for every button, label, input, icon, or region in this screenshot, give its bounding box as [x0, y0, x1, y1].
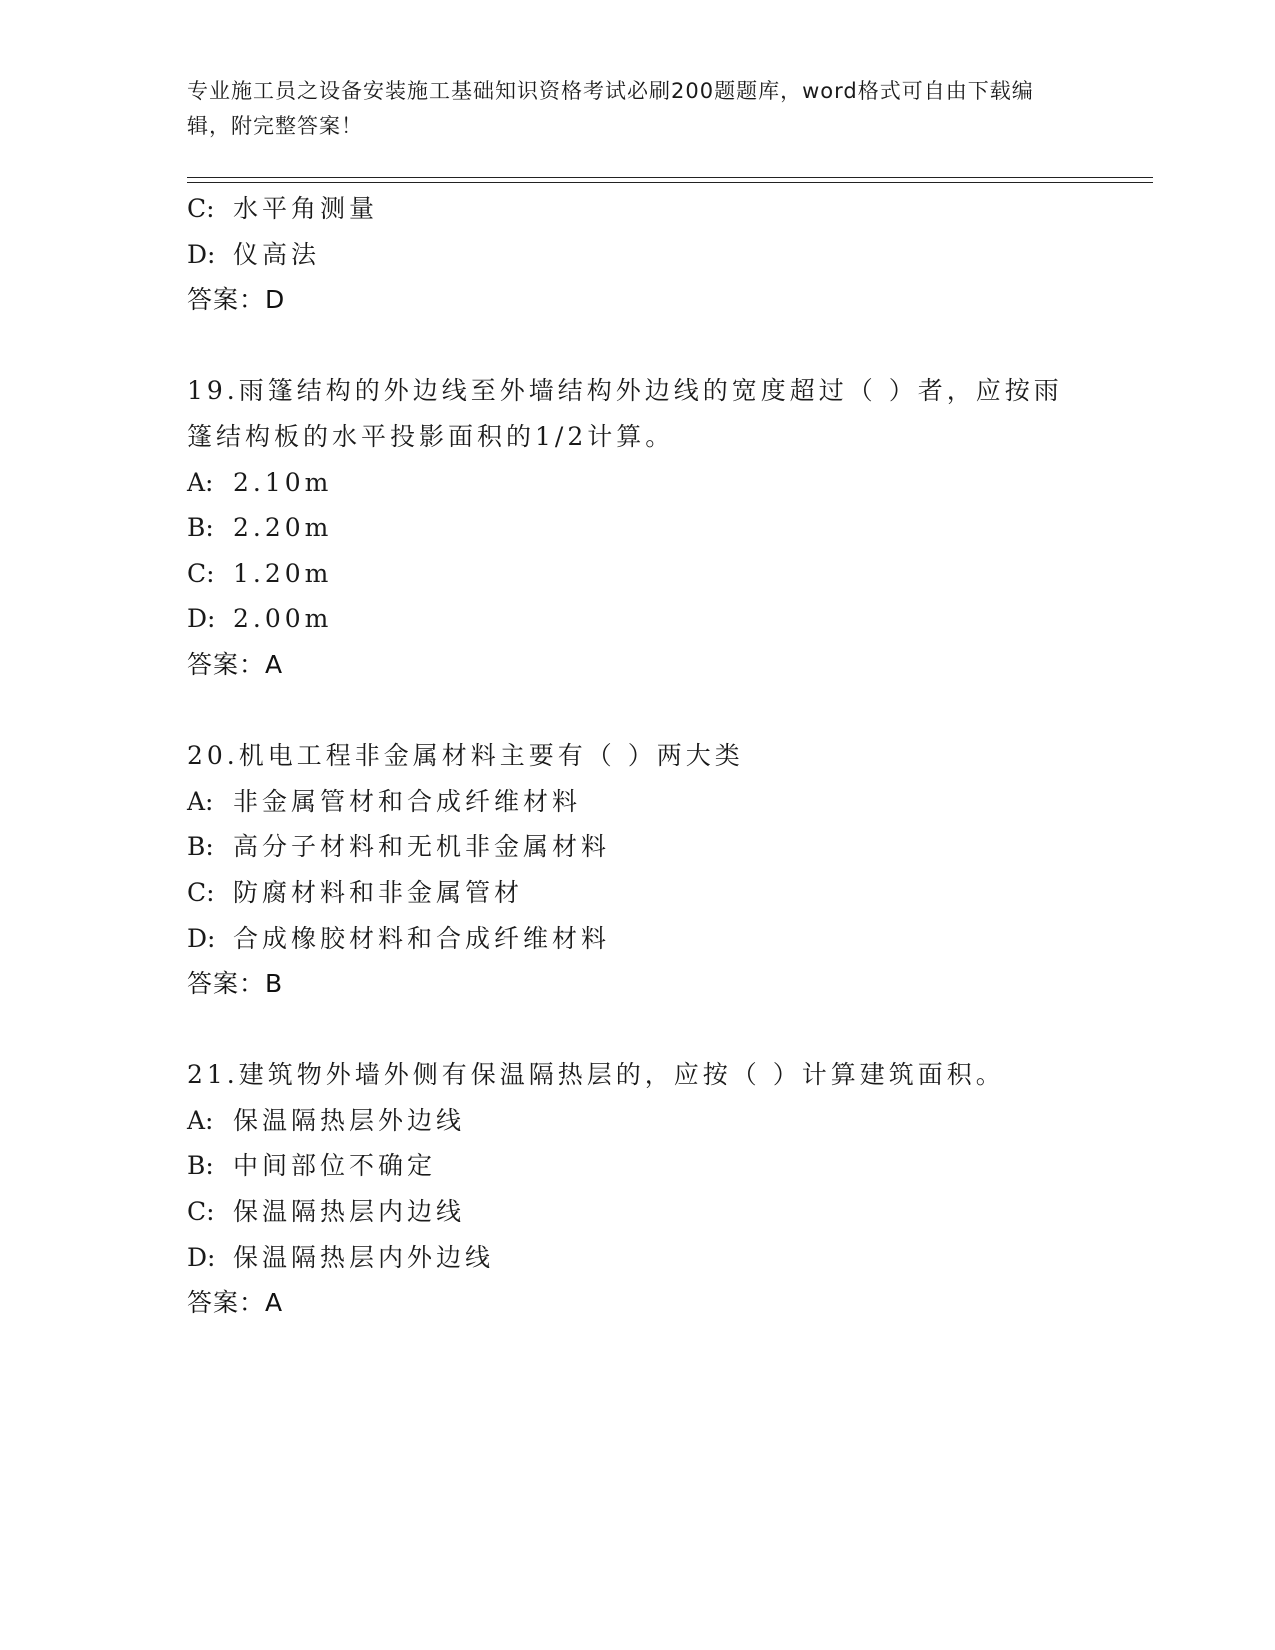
- option-text: 高分子材料和无机非金属材料: [233, 832, 611, 862]
- question-content: [187, 186, 1087, 1326]
- option-text: 保温隔热层内边线: [233, 1197, 466, 1227]
- option-text: 仪高法: [233, 239, 321, 269]
- option-text: 非金属管材和合成纤维材料: [233, 786, 582, 816]
- option-text: 中间部位不确定: [233, 1151, 437, 1181]
- header-divider-bottom: [187, 182, 1153, 183]
- header-divider-top: [187, 177, 1153, 178]
- option-label: D:: [187, 923, 216, 953]
- option-line: [187, 1098, 1087, 1144]
- question-stem: 19.雨篷结构的外边线至外墙结构外边线的宽度超过（ ）者，应按雨: [187, 376, 1063, 406]
- answer-line: 答案：B: [187, 969, 284, 999]
- option-text: 水平角测量: [233, 194, 379, 223]
- option-text: 2.20m: [233, 513, 333, 543]
- option-text: 防腐材料和非金属管材: [233, 877, 524, 907]
- option-label: A:: [187, 1105, 214, 1135]
- option-label: B:: [187, 1151, 214, 1181]
- option-line: [187, 1235, 1087, 1281]
- option-line: [187, 1189, 1087, 1235]
- option-label: B:: [187, 513, 214, 543]
- document-header: 专业施工员之设备安装施工基础知识资格考试必刷200题题库，word格式可自由下载编辑，附完整答案！: [187, 79, 1034, 138]
- option-line: [187, 779, 1087, 825]
- option-line: [187, 1143, 1087, 1189]
- option-line: [187, 460, 1087, 506]
- option-label: D:: [187, 1242, 216, 1272]
- option-label: C:: [187, 558, 215, 588]
- answer-line: 答案：A: [187, 1288, 284, 1318]
- option-text: 2.10m: [233, 467, 333, 497]
- option-line: [187, 505, 1087, 551]
- option-label: B:: [187, 832, 214, 862]
- option-label: A:: [187, 786, 214, 816]
- answer-line: 答案：D: [187, 285, 286, 315]
- question-stem: 20.机电工程非金属材料主要有（ ）两大类: [187, 741, 744, 771]
- option-text: 保温隔热层外边线: [233, 1105, 466, 1135]
- option-line: [187, 186, 1087, 232]
- option-line: [187, 551, 1087, 597]
- option-label: D:: [187, 604, 216, 634]
- option-label: C:: [187, 877, 215, 907]
- answer-line: 答案：A: [187, 649, 284, 679]
- option-label: C:: [187, 1197, 215, 1227]
- option-text: 合成橡胶材料和合成纤维材料: [233, 923, 611, 953]
- option-label: D:: [187, 239, 216, 269]
- option-line: [187, 824, 1087, 870]
- option-line: [187, 596, 1087, 642]
- option-text: 保温隔热层内外边线: [233, 1242, 495, 1272]
- option-label: C:: [187, 194, 215, 223]
- option-text: 2.00m: [233, 604, 333, 634]
- option-line: [187, 870, 1087, 916]
- option-line: [187, 916, 1087, 962]
- option-label: A:: [187, 467, 214, 497]
- option-line: [187, 232, 1087, 278]
- option-text: 1.20m: [233, 558, 333, 588]
- question-stem: 21.建筑物外墙外侧有保温隔热层的，应按（ ）计算建筑面积。: [187, 1060, 1005, 1090]
- question-stem-continued: 篷结构板的水平投影面积的1/2计算。: [187, 421, 675, 451]
